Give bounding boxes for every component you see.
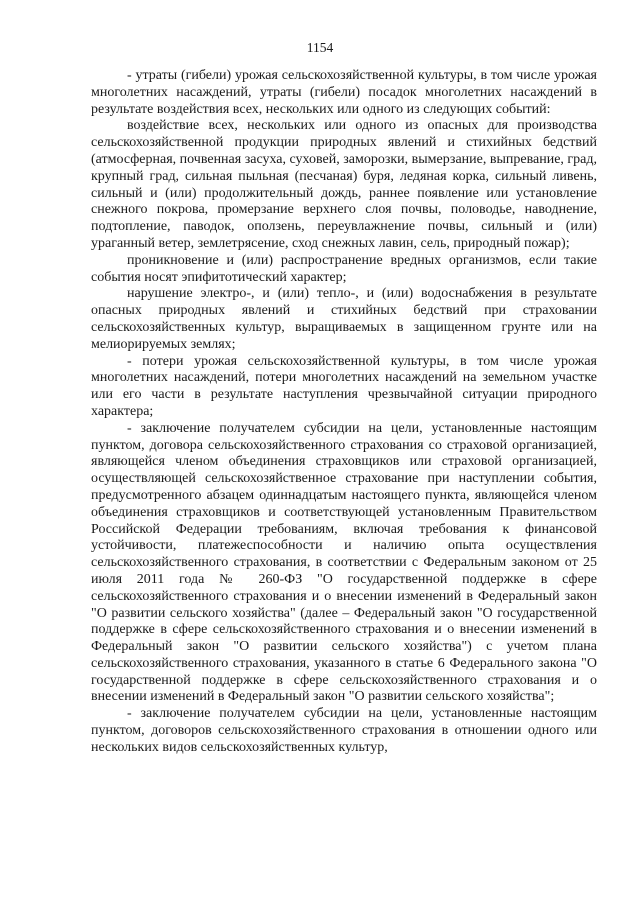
page-number: 1154 xyxy=(306,40,334,55)
paragraph-insurance-contract: - заключение получателем субсидии на цели, установленные настоящим пунктом, договора сельскохозяйственного страхования со страховой организацией, являющейся членом объединения страховщиков или страховой организацией, осуществляющей сельскохозяйственное страхование при наступлении события, предусмотренного абзацем одиннадцатым настоящего пункта, являющейся членом объединения страховщиков и соответствующей установленным Правительством Российской Федерации требованиям, включая требования к финансовой устойчивости, платежеспособности и наличию опыта осуществления сельскохозяйственного страхования, в соответствии с Федеральным законом от 25 июля 2011 года № 260-ФЗ "О государственной поддержке в сфере сельскохозяйственного страхования и о внесении изменений в Федеральный закон "О развитии сельского хозяйства" (далее – Федеральный закон "О государственной поддержке в сфере сельскохозяйственного страхования и о внесении изменений в Федеральный закон "О развитии сельского хозяйства") с учетом плана сельскохозяйственного страхования, указанного в статье 6 Федерального закона "О государственной поддержке в сфере сельскохозяйственного страхования и о внесении изменений в Федеральный закон "О развитии сельского хозяйства"; xyxy=(91,420,597,705)
paragraph-utility-disruption: нарушение электро-, и (или) тепло-, и (или) водоснабжения в результате опасных природных явлений и стихийных бедствий при страховании сельскохозяйственных культур, выращиваемых в защищенном грунте или на мелиорируемых землях; xyxy=(91,286,597,352)
paragraph-pests: проникновение и (или) распространение вредных организмов, если такие события носят эпифитотический характер; xyxy=(91,252,597,285)
paragraph-crop-loss: - утраты (гибели) урожая сельскохозяйственной культуры, в том числе урожая многолетних насаждений, утраты (гибели) посадок многолетних насаждений в результате воздействия всех, нескольких или одного из следующих событий: xyxy=(91,68,597,117)
paragraph-insurance-contracts-crops: - заключение получателем субсидии на цели, установленные настоящим пунктом, договоров сельскохозяйственного страхования в отношении одного или нескольких видов сельскохозяйственных культур, xyxy=(91,706,597,755)
paragraph-natural-hazards: воздействие всех, нескольких или одного из опасных для производства сельскохозяйственной продукции природных явлений и стихийных бедствий (атмосферная, почвенная засуха, суховей, заморозки, вымерзание, выпревание, град, крупный град, сильная пыльная (песчаная) буря, ледяная корка, сильный ливень, сильный и (или) продолжительный дождь, раннее появление или установление снежного покрова, промерзание верхнего слоя почвы, половодье, наводнение, подтопление, паводок, оползень, переувлажнение почвы, сильный и (или) ураганный ветер, землетрясение, сход снежных лавин, сель, природный пожар); xyxy=(91,118,598,251)
body-text xyxy=(91,68,597,757)
paragraph-emergency-loss: - потери урожая сельскохозяйственной культуры, в том числе урожая многолетних насаждений, потери многолетних насаждений на земельном участке или его части в результате наступления чрезвычайной ситуации природного характера; xyxy=(91,353,597,419)
